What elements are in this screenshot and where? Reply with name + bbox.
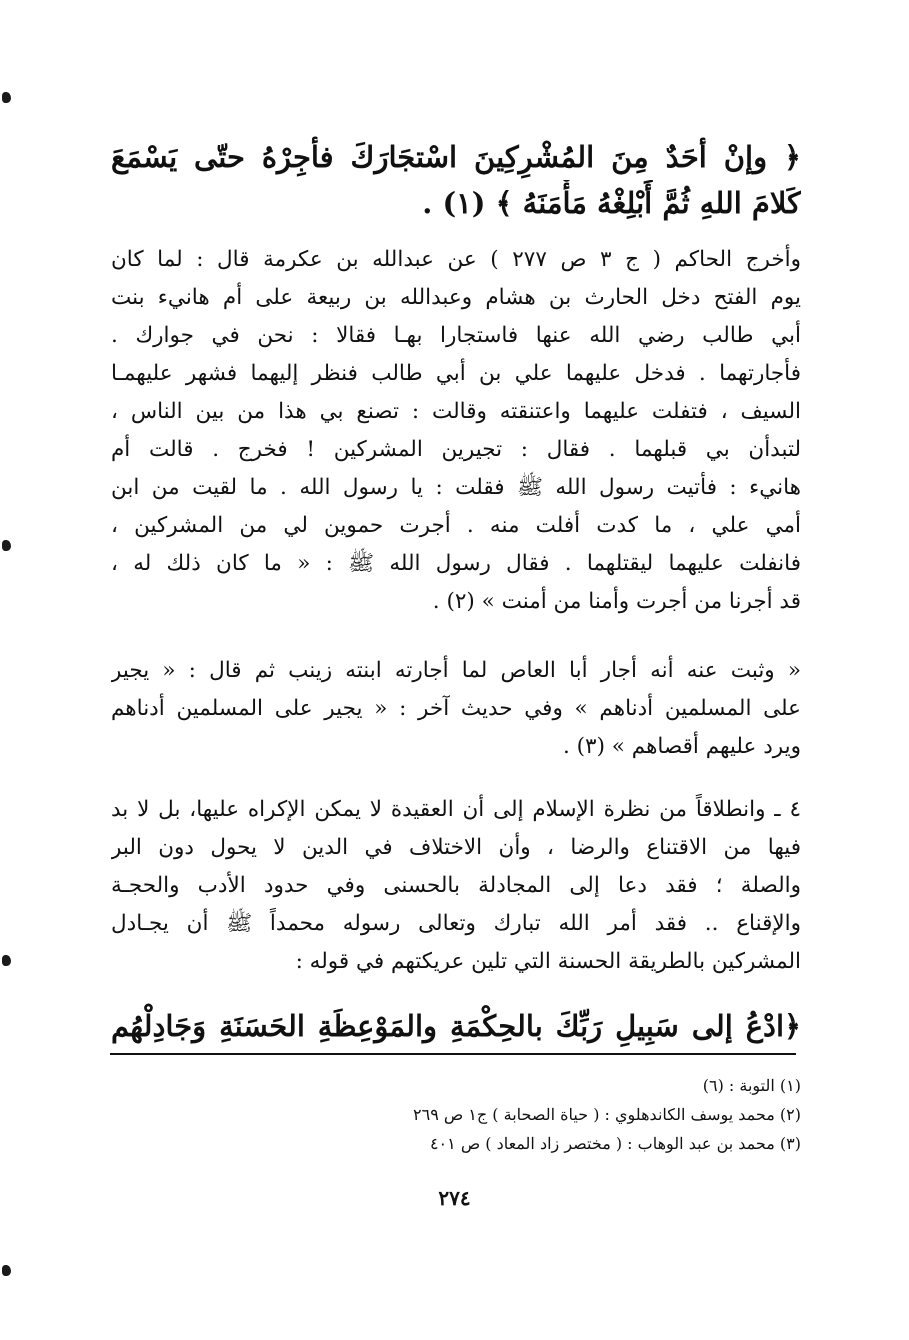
text-line: ويرد عليهم أقصاهم » (٣) .	[562, 734, 801, 759]
scan-margin-mark	[2, 540, 11, 551]
paragraph-point-4	[111, 791, 801, 981]
text-line: والصلة ؛ فقد دعا إلى المجادلة بالحسنى وفي حدود الأدب والحجـة	[111, 873, 801, 898]
footnote: (١) التوبة : (٦)	[702, 1076, 801, 1095]
text-line: « وثبت عنه أنه أجار أبا العاص لما أجارته ابنته زينب ثم قال : « يجير	[111, 658, 801, 683]
text-line: قد أجرنا من أجرت وأمنا من أمنت » (٢) .	[432, 589, 801, 614]
page-number: ٢٧٤	[438, 1186, 471, 1210]
text-line: ٤ ـ وانطلاقاً من نظرة الإسلام إلى أن العقيدة لا يمكن الإكراه عليها، بل لا بد	[111, 797, 801, 822]
text-line: السيف ، فتفلت عليهما واعتنقته وقالت : تصنع بي هذا من بين الناس ،	[111, 399, 801, 424]
paragraph-abu-al-as	[111, 652, 801, 766]
text-line: فأجارتهما . فدخل عليهما علي بن أبي طالب فنظر إليهما فشهر عليهمـا	[111, 361, 801, 386]
text-line: أمي علي ، ما كدت أفلت منه . أجرت حموين لي من المشركين ،	[111, 513, 801, 538]
text-line: وأخرج الحاكم ( ج ٣ ص ٢٧٧ ) عن عبدالله بن عكرمة قال : لما كان	[111, 247, 801, 272]
verse-line: ﴿ادْعُ إلى سَبِيلِ رَبِّكَ بالحِكْمَةِ والمَوْعِظَةِ الحَسَنَةِ وَجَادِلْهُم	[111, 1009, 801, 1043]
paragraph-hadith-al-hakim	[111, 241, 801, 621]
text-line: أبي طالب رضي الله عنها فاستجارا بهـا فقالا : نحن في جوارك .	[111, 323, 801, 348]
quran-verse-top	[111, 134, 801, 226]
scan-margin-mark	[2, 1265, 11, 1276]
verse-line: كَلامَ اللهِ ثُمَّ أَبْلِغْهُ مَأْمَنَهُ ﴾ (١) .	[422, 186, 801, 220]
footnotes	[241, 1071, 801, 1158]
verse-line: ﴿ وإنْ أحَدٌ مِنَ المُشْرِكِينَ اسْتجَارَكَ فأجِرْهُ حتّى يَسْمَعَ	[111, 140, 801, 174]
text-line: فيها من الاقتناع والرضا ، وأن الاختلاف في الدين لا يحول دون البر	[111, 835, 801, 860]
footnote-divider	[110, 1053, 796, 1055]
scan-margin-mark	[2, 955, 11, 966]
text-line: فانفلت عليهما ليقتلهما . فقال رسول الله ﷺ : « ما كان ذلك له ،	[111, 551, 801, 576]
text-line: والإقناع .. فقد أمر الله تبارك وتعالى رسوله محمداً ﷺ أن يجـادل	[111, 911, 801, 936]
text-line: هانيء : فأتيت رسول الله ﷺ فقلت : يا رسول الله . ما لقيت من ابن	[111, 475, 801, 500]
text-line: يوم الفتح دخل الحارث بن هشام وعبدالله بن ربيعة على أم هانيء بنت	[111, 285, 801, 310]
text-line: لتبدأن بي قبلهما . فقال : تجيرين المشركين ! فخرج . قالت أم	[111, 437, 801, 462]
text-line: على المسلمين أدناهم » وفي حديث آخر : « يجير على المسلمين أدناهم	[111, 696, 801, 721]
quran-verse-bottom	[111, 1003, 801, 1049]
footnote: (٢) محمد يوسف الكاندهلوي : ( حياة الصحابة ) ج١ ص ٢٦٩	[413, 1105, 801, 1124]
footnote: (٣) محمد بن عبد الوهاب : ( مختصر زاد المعاد ) ص ٤٠١	[429, 1134, 801, 1153]
text-line: المشركين بالطريقة الحسنة التي تلين عريكتهم في قوله :	[295, 949, 801, 974]
scan-margin-mark	[2, 92, 11, 103]
